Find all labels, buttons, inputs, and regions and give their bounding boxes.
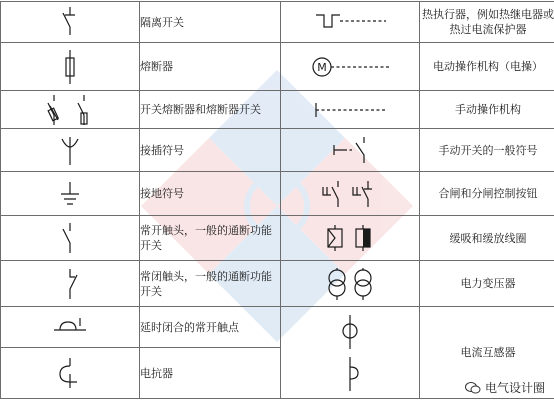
symbol-cell bbox=[1, 2, 140, 43]
symbol-cell bbox=[281, 2, 420, 43]
manual-operator-icon bbox=[310, 98, 390, 122]
table-row bbox=[1, 261, 554, 307]
thermal-actuator-icon bbox=[310, 7, 390, 37]
manual-switch-icon bbox=[330, 135, 370, 165]
symbol-cell bbox=[281, 216, 420, 261]
symbol-cell bbox=[281, 307, 420, 399]
disconnector-icon bbox=[50, 5, 90, 39]
symbol-cell bbox=[1, 348, 140, 399]
symbol-name: 熔断器 bbox=[140, 43, 281, 91]
symbol-name: 手动开关的一般符号 bbox=[420, 129, 554, 172]
normally-open-contact-icon bbox=[55, 221, 85, 255]
symbol-cell bbox=[281, 129, 420, 172]
current-transformer-icon bbox=[330, 313, 370, 393]
symbol-name: 合闸和分闸控制按钮 bbox=[420, 172, 554, 216]
symbol-name: 常开触头，一般的通断功能开关 bbox=[140, 216, 281, 261]
symbol-name: 接插符号 bbox=[140, 129, 281, 172]
symbol-name: 缓吸和缓放线圈 bbox=[420, 216, 554, 261]
ground-icon bbox=[55, 179, 85, 209]
symbol-cell bbox=[281, 43, 420, 91]
time-delay-contact-icon bbox=[50, 312, 90, 342]
symbol-cell bbox=[1, 43, 140, 91]
plug-socket-icon bbox=[55, 133, 85, 167]
symbol-table bbox=[0, 1, 554, 399]
svg-text:M: M bbox=[317, 60, 327, 74]
symbol-cell bbox=[281, 172, 420, 216]
symbol-name: 热执行器，例如热继电器或热过电流保护器 bbox=[420, 2, 554, 43]
symbol-cell bbox=[1, 307, 140, 348]
symbol-name: 开关熔断器和熔断器开关 bbox=[140, 91, 281, 129]
symbol-cell bbox=[1, 261, 140, 307]
normally-closed-contact-icon bbox=[55, 267, 85, 301]
symbol-cell bbox=[1, 216, 140, 261]
symbol-name: 电抗器 bbox=[140, 348, 281, 399]
slow-coil-icon bbox=[320, 223, 380, 253]
table-row bbox=[1, 307, 554, 348]
badge-text: 电气设计圈 bbox=[484, 381, 545, 395]
symbol-name: 电动操作机构（电操） bbox=[420, 43, 554, 91]
symbol-cell bbox=[281, 261, 420, 307]
table-row bbox=[1, 91, 554, 129]
wechat-badge bbox=[462, 378, 548, 397]
reactor-icon bbox=[55, 356, 85, 390]
symbol-name: 电流互感器 bbox=[420, 307, 554, 399]
symbol-name: 电力变压器 bbox=[420, 261, 554, 307]
wechat-icon bbox=[465, 381, 481, 395]
table-row bbox=[1, 43, 554, 91]
symbol-name: 手动操作机构 bbox=[420, 91, 554, 129]
switch-fuse-icon bbox=[40, 93, 100, 127]
table-row bbox=[1, 172, 554, 216]
power-transformer-icon bbox=[320, 266, 380, 302]
motor-operator-icon bbox=[308, 52, 392, 82]
table-row bbox=[1, 2, 554, 43]
symbol-cell bbox=[1, 91, 140, 129]
symbol-name: 延时闭合的常开触点 bbox=[140, 307, 281, 348]
symbol-name: 隔离开关 bbox=[140, 2, 281, 43]
symbol-cell bbox=[1, 129, 140, 172]
symbol-name: 接地符号 bbox=[140, 172, 281, 216]
symbol-cell bbox=[281, 91, 420, 129]
table-row bbox=[1, 216, 554, 261]
push-button-icon bbox=[320, 179, 380, 209]
symbol-cell bbox=[1, 172, 140, 216]
table-row bbox=[1, 129, 554, 172]
fuse-icon bbox=[55, 48, 85, 86]
symbol-name: 常闭触头，一般的通断功能开关 bbox=[140, 261, 281, 307]
